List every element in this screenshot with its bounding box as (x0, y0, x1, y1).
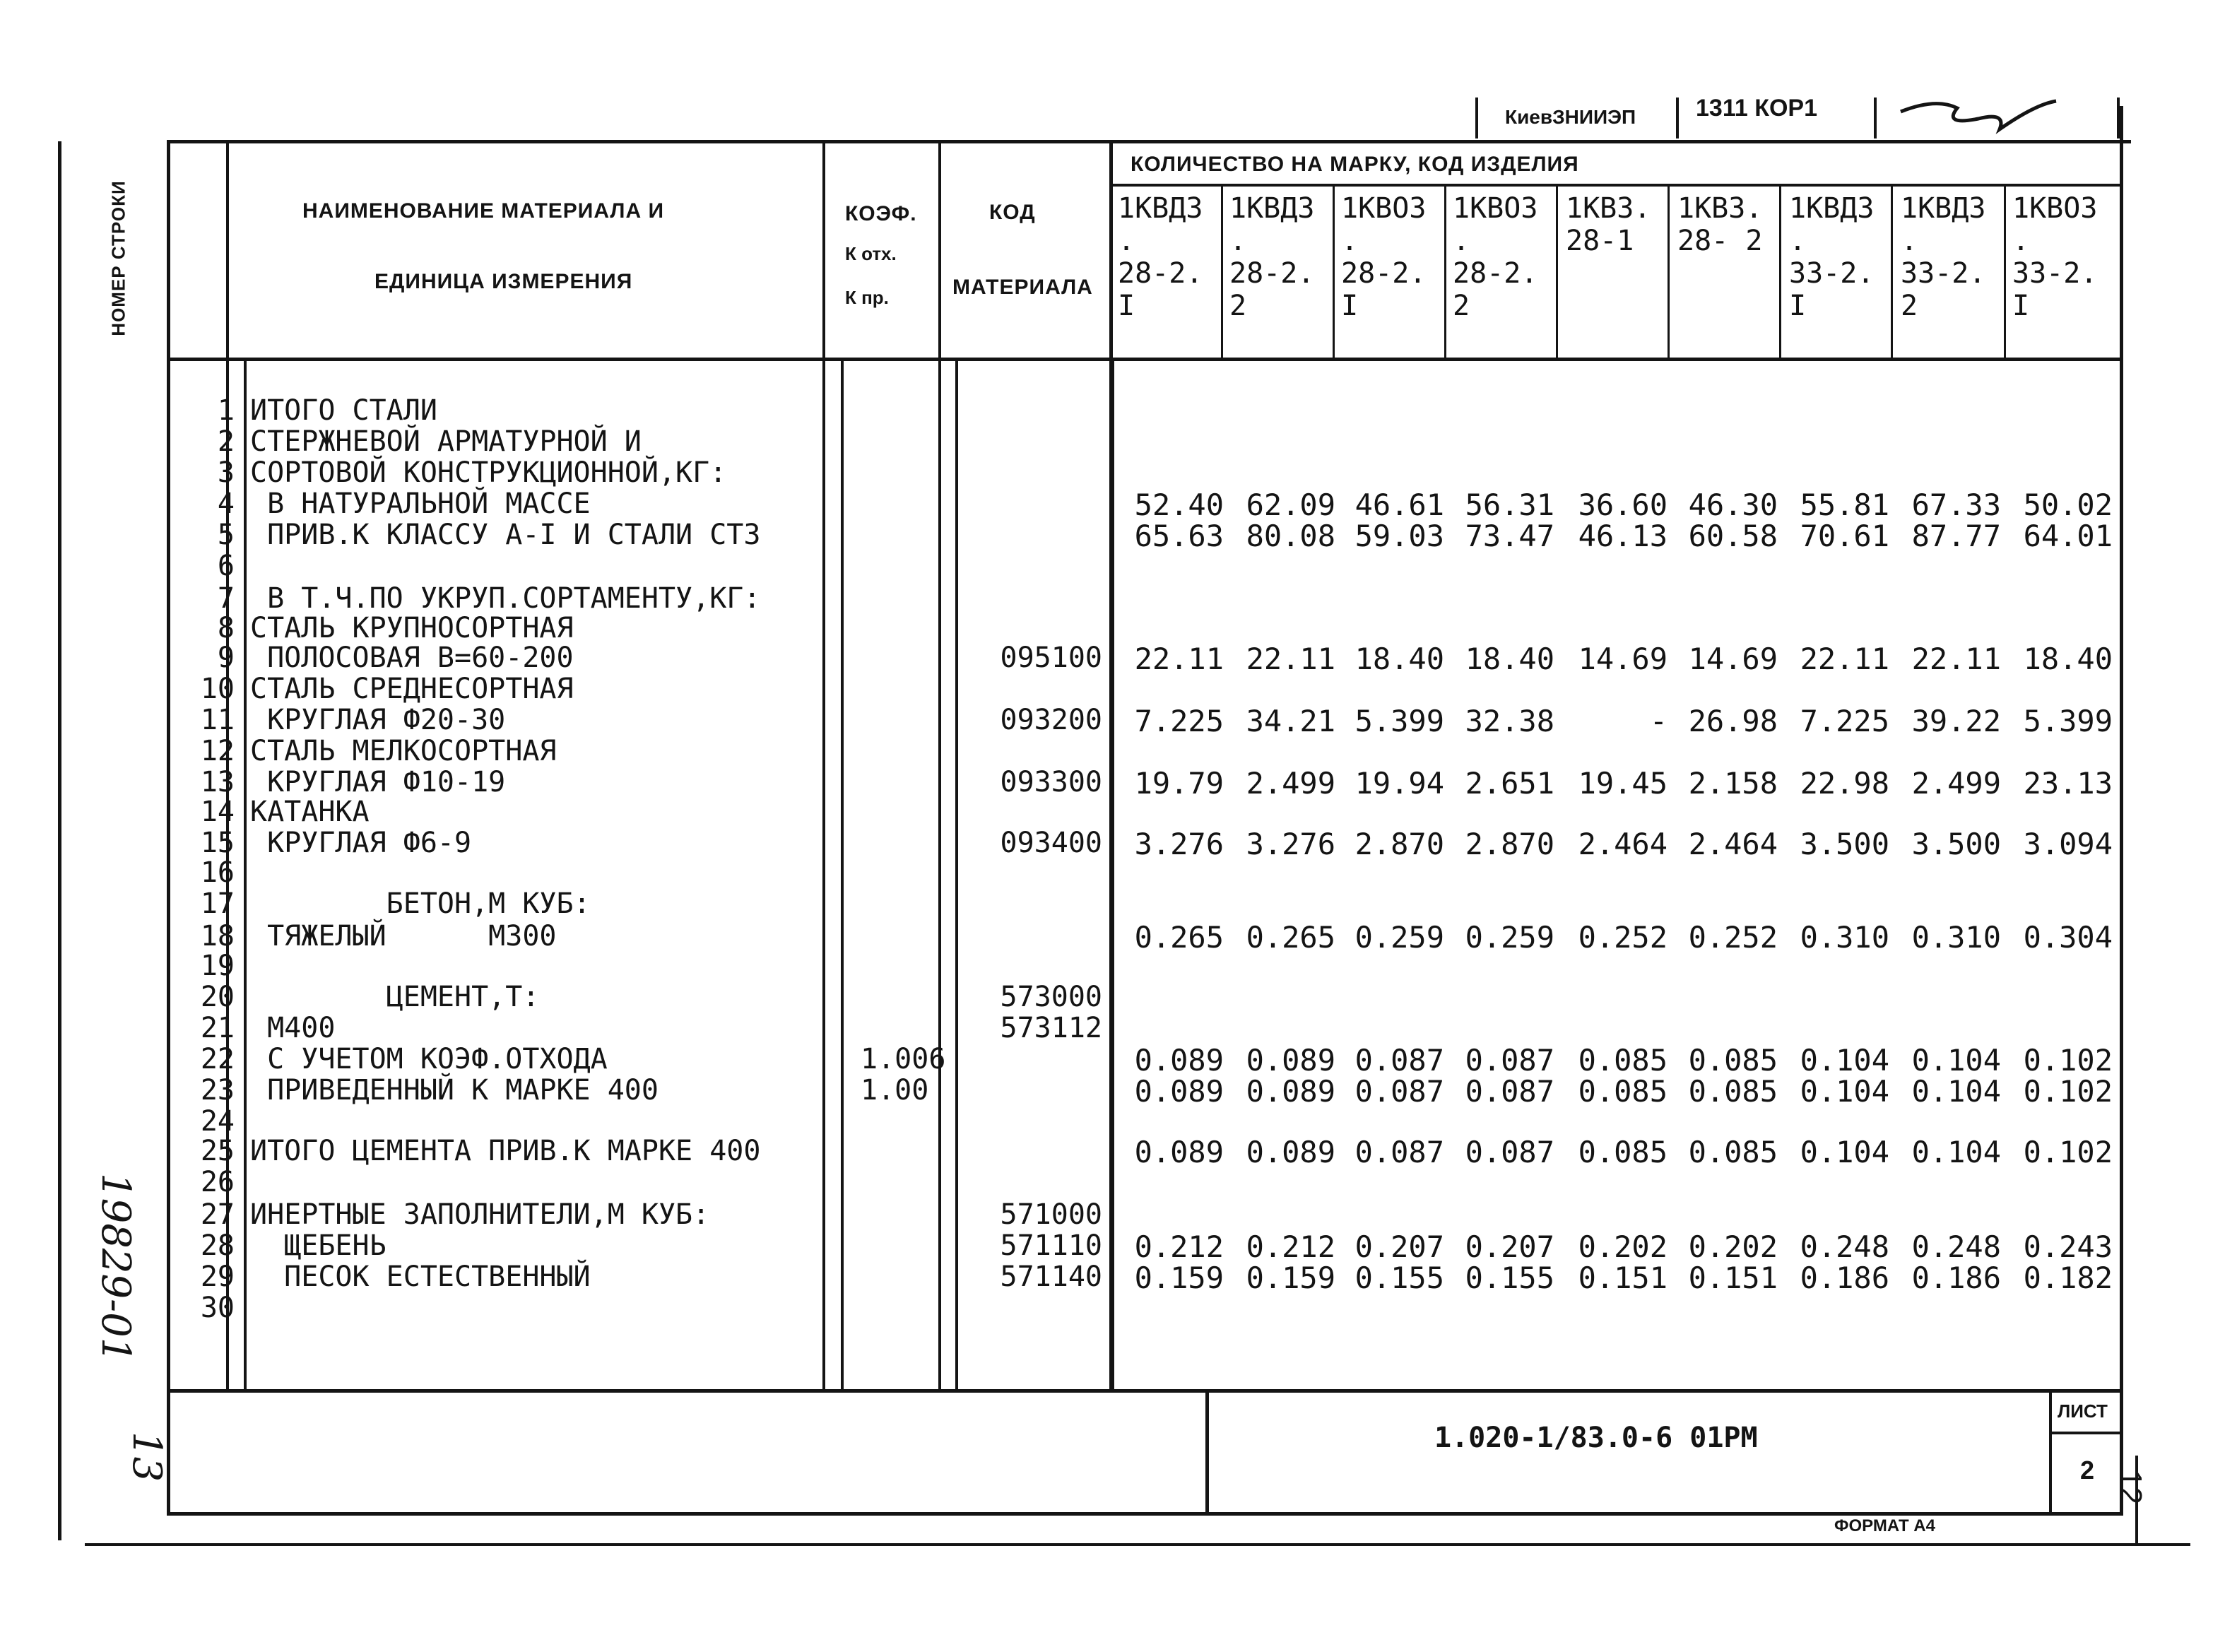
product-column-header-line: 1КВОЗ (1453, 192, 1538, 225)
material-name: СТАЛЬ СРЕДНЕСОРТНАЯ (250, 673, 574, 705)
quantity-value: 14.69 (1688, 642, 1778, 676)
quantity-value: 32.38 (1465, 704, 1554, 738)
binding-line (58, 141, 61, 1540)
material-code: 573112 (1000, 1012, 1102, 1044)
product-column-header-line: 28-2. (1118, 257, 1203, 290)
quantity-value: 67.33 (1911, 488, 2001, 522)
row-number: 10 (200, 673, 235, 705)
quantity-value: 0.207 (1354, 1229, 1444, 1264)
row-number: 25 (200, 1135, 235, 1167)
quantity-value: 0.248 (1911, 1229, 2001, 1264)
quantity-value: 52.40 (1134, 488, 1224, 522)
quantity-value: 0.102 (2023, 1043, 2113, 1078)
material-code: 095100 (1000, 642, 1102, 674)
quantity-value: 0.159 (1134, 1261, 1224, 1295)
product-column-header-line: 28-2. (1341, 257, 1427, 290)
quantity-value: 0.102 (2023, 1135, 2113, 1169)
material-name: СТАЛЬ МЕЛКОСОРТНАЯ (250, 735, 557, 767)
quantity-value: 46.13 (1578, 519, 1668, 553)
row-number: 22 (200, 1043, 235, 1075)
quantity-value: 3.500 (1800, 827, 1889, 861)
page-note: 13 (124, 1432, 170, 1482)
material-name: СТАЛЬ КРУПНОСОРТНАЯ (250, 612, 574, 644)
product-column-header-line: . (1341, 225, 1359, 257)
quantity-value: 3.094 (2023, 827, 2113, 861)
stamp-org: КиевЗНИИЭП (1505, 106, 1636, 128)
quantity-value: 0.151 (1688, 1261, 1778, 1295)
product-column-header-line: I (1118, 290, 1135, 322)
quantity-value: 65.63 (1134, 519, 1224, 553)
row-number: 23 (200, 1074, 235, 1107)
material-name: ИТОГО ЦЕМЕНТА ПРИВ.К МАРКЕ 400 (250, 1135, 761, 1167)
quantity-value: 0.265 (1246, 920, 1335, 955)
product-column-header-line: . (1789, 225, 1807, 257)
product-column-header-line: 33-2. (1789, 257, 1875, 290)
material-name: КРУГЛАЯ Ф20-30 (250, 704, 506, 736)
quantity-value: 0.186 (1911, 1261, 2001, 1295)
quantity-value: 0.259 (1354, 920, 1444, 955)
quantity-value: 70.61 (1800, 519, 1889, 553)
quantity-value: 3.276 (1246, 827, 1335, 861)
quantity-value: 18.40 (1354, 642, 1444, 676)
quantity-value: 55.81 (1800, 488, 1889, 522)
row-number: 18 (200, 920, 235, 952)
signature-mark (1894, 98, 2063, 140)
row-number: 16 (200, 856, 235, 889)
quantity-value: 0.087 (1465, 1074, 1554, 1109)
product-column-header-line (1566, 290, 1651, 322)
material-name: ТЯЖЕЛЫЙ М300 (250, 920, 557, 952)
quantity-value: 22.11 (1246, 642, 1335, 676)
quantity-value: 0.310 (1800, 920, 1889, 955)
product-column-header-line: 28-1 (1566, 225, 1634, 257)
material-name: ЩЕБЕНЬ (250, 1229, 386, 1262)
quantity-value: 0.182 (2023, 1261, 2113, 1295)
row-number: 29 (200, 1261, 235, 1293)
quantity-value: 2.464 (1578, 827, 1668, 861)
material-name: ПРИВ.К КЛАССУ А-I И СТАЛИ СТЗ (250, 519, 761, 551)
material-name: В Т.Ч.ПО УКРУП.СОРТАМЕНТУ,КГ: (250, 582, 761, 615)
quantity-value: 26.98 (1688, 704, 1778, 738)
product-column-header-line: 28-2. (1453, 257, 1538, 290)
material-code: 093300 (1000, 766, 1102, 798)
row-number: 6 (217, 550, 235, 582)
quantity-value: 0.202 (1578, 1229, 1668, 1264)
quantity-value: 3.276 (1134, 827, 1224, 861)
code-header-1: КОД (989, 201, 1036, 224)
quantity-value: 22.11 (1911, 642, 2001, 676)
quantity-value: 19.79 (1134, 766, 1224, 801)
document-code: 1.020-1/83.0-6 01РМ (1434, 1422, 1758, 1454)
quantity-value: 0.243 (2023, 1229, 2113, 1264)
material-name: БЕТОН,М КУБ: (250, 887, 591, 920)
row-number: 24 (200, 1105, 235, 1138)
row-number: 20 (200, 981, 235, 1013)
quantity-value: 36.60 (1578, 488, 1668, 522)
row-number: 1 (217, 394, 235, 427)
product-column-header (1901, 192, 1985, 322)
quantity-value: 0.159 (1246, 1261, 1335, 1295)
row-number: 26 (200, 1166, 235, 1198)
sheet-number: 2 (2080, 1456, 2095, 1485)
product-column-header (1566, 192, 1651, 322)
product-column-header-line: . (1901, 225, 1918, 257)
row-number: 11 (200, 704, 235, 736)
row-number: 7 (217, 582, 235, 615)
quantity-value: 19.94 (1354, 766, 1444, 801)
material-name: ПРИВЕДЕННЫЙ К МАРКЕ 400 (250, 1074, 659, 1107)
quantity-value: 0.087 (1354, 1074, 1444, 1109)
product-column-header-line: 28- 2 (1677, 225, 1763, 257)
product-column-header (1789, 192, 1874, 322)
quantity-value: 0.310 (1911, 920, 2001, 955)
quantity-value: 0.104 (1911, 1135, 2001, 1169)
quantity-value: 14.69 (1578, 642, 1668, 676)
product-column-header-line: 2 (1901, 290, 1918, 322)
material-name: ПЕСОК ЕСТЕСТВЕННЫЙ (250, 1261, 591, 1293)
quantity-value: 46.61 (1354, 488, 1444, 522)
quantity-value: - (1649, 704, 1668, 738)
material-name-header-1: НАИМЕНОВАНИЕ МАТЕРИАЛА И (302, 199, 665, 223)
material-name: С УЧЕТОМ КОЭФ.ОТХОДА (250, 1043, 608, 1075)
material-name: ПОЛОСОВАЯ В=60-200 (250, 642, 574, 674)
quantity-value: 2.870 (1465, 827, 1554, 861)
quantity-value: 0.212 (1134, 1229, 1224, 1264)
product-column-header (1229, 192, 1314, 322)
quantity-value: 50.02 (2023, 488, 2113, 522)
quantity-value: 0.104 (1911, 1043, 2001, 1078)
quantity-value: 0.151 (1578, 1261, 1668, 1295)
quantity-value: 0.085 (1688, 1043, 1778, 1078)
quantity-value: 0.085 (1578, 1043, 1668, 1078)
product-column-header-line: 1КВОЗ (2012, 192, 2098, 225)
row-number: 27 (200, 1198, 235, 1231)
coef-header-1: КОЭФ. (845, 202, 917, 225)
coef-header-3: К пр. (845, 287, 889, 308)
quantity-value: 22.11 (1800, 642, 1889, 676)
material-name: КРУГЛАЯ Ф6-9 (250, 827, 472, 859)
quantity-value: 39.22 (1911, 704, 2001, 738)
quantity-value: 0.212 (1246, 1229, 1335, 1264)
row-number: 12 (200, 735, 235, 767)
quantity-value: 22.11 (1134, 642, 1224, 676)
quantity-value: 64.01 (2023, 519, 2113, 553)
product-column-header-line: I (2012, 290, 2030, 322)
product-column-header-line: 1КВОЗ (1341, 192, 1427, 225)
quantity-value: 2.499 (1911, 766, 2001, 801)
product-column-header-line: 33-2. (1901, 257, 1986, 290)
row-number: 3 (217, 456, 235, 489)
row-number: 17 (200, 887, 235, 920)
quantity-value: 0.248 (1800, 1229, 1889, 1264)
material-code: 571000 (1000, 1198, 1102, 1231)
quantity-value: 23.13 (2023, 766, 2113, 801)
quantity-value: 0.085 (1688, 1135, 1778, 1169)
product-column-header-line: 2 (1229, 290, 1247, 322)
quantity-value: 0.087 (1465, 1135, 1554, 1169)
quantity-value: 19.45 (1578, 766, 1668, 801)
quantity-value: 0.252 (1578, 920, 1668, 955)
product-column-header-line: 1КВДЗ (1229, 192, 1315, 225)
row-number: 9 (217, 642, 235, 674)
material-name-header-2: ЕДИНИЦА ИЗМЕРЕНИЯ (374, 270, 633, 293)
quantity-value: 0.104 (1800, 1043, 1889, 1078)
material-code: 093400 (1000, 827, 1102, 859)
quantity-value: 62.09 (1246, 488, 1335, 522)
product-column-header-line: 33-2. (2012, 257, 2098, 290)
quantity-value: 0.186 (1800, 1261, 1889, 1295)
product-column-header-line: 28-2. (1229, 257, 1315, 290)
material-code: 093200 (1000, 704, 1102, 736)
quantity-value: 0.089 (1246, 1135, 1335, 1169)
quantity-value: 2.464 (1688, 827, 1778, 861)
product-column-header (2012, 192, 2097, 322)
row-number: 15 (200, 827, 235, 859)
quantity-value: 0.089 (1134, 1074, 1224, 1109)
material-name: М400 (250, 1012, 336, 1044)
quantity-value: 0.085 (1578, 1135, 1668, 1169)
product-column-header-line: 1КВЗ. (1566, 192, 1651, 225)
row-number: 2 (217, 425, 235, 458)
quantity-value: 0.085 (1688, 1074, 1778, 1109)
quantity-value: 34.21 (1246, 704, 1335, 738)
quantity-value: 73.47 (1465, 519, 1554, 553)
product-column-header-line: 1КВДЗ (1118, 192, 1203, 225)
quantity-value: 80.08 (1246, 519, 1335, 553)
quantity-value: 0.259 (1465, 920, 1554, 955)
product-column-header-line: 1КВДЗ (1789, 192, 1875, 225)
quantity-value: 2.651 (1465, 766, 1554, 801)
quantity-value: 0.087 (1465, 1043, 1554, 1078)
material-code: 571110 (1000, 1229, 1102, 1262)
material-code: 571140 (1000, 1261, 1102, 1293)
product-column-header-line (1677, 257, 1762, 290)
row-number: 19 (200, 950, 235, 982)
quantity-value: 59.03 (1354, 519, 1444, 553)
row-number-header: НОМЕР СТРОКИ (107, 180, 129, 336)
quantity-value: 5.399 (2023, 704, 2113, 738)
product-column-header-line: . (1118, 225, 1135, 257)
quantity-value: 46.30 (1688, 488, 1778, 522)
material-name: КАТАНКА (250, 796, 370, 828)
product-column-header (1341, 192, 1426, 322)
material-name: ИТОГО СТАЛИ (250, 394, 437, 427)
row-number: 5 (217, 519, 235, 551)
quantity-value: 7.225 (1800, 704, 1889, 738)
quantity-value: 56.31 (1465, 488, 1554, 522)
coef-header-2: К отх. (845, 243, 897, 264)
row-number: 28 (200, 1229, 235, 1262)
material-name: СОРТОВОЙ КОНСТРУКЦИОННОЙ,КГ: (250, 456, 727, 489)
coefficient-value: 1.006 (861, 1043, 946, 1075)
quantity-value: 2.499 (1246, 766, 1335, 801)
inventory-number: 19829-01 (93, 1173, 138, 1363)
quantity-value: 0.155 (1465, 1261, 1554, 1295)
quantity-value: 7.225 (1134, 704, 1224, 738)
quantity-value: 0.265 (1134, 920, 1224, 955)
quantity-value: 0.102 (2023, 1074, 2113, 1109)
quantity-value: 0.155 (1354, 1261, 1444, 1295)
quantity-value: 0.089 (1134, 1135, 1224, 1169)
product-column-header-line: . (2012, 225, 2030, 257)
quantity-value: 0.252 (1688, 920, 1778, 955)
product-column-header (1677, 192, 1762, 322)
material-name: ЦЕМЕНТ,Т: (250, 981, 540, 1013)
quantity-header: КОЛИЧЕСТВО НА МАРКУ, КОД ИЗДЕЛИЯ (1131, 153, 1579, 176)
quantity-value: 2.870 (1354, 827, 1444, 861)
code-header-2: МАТЕРИАЛА (952, 276, 1093, 299)
material-name: ИНЕРТНЫЕ ЗАПОЛНИТЕЛИ,М КУБ: (250, 1198, 710, 1231)
quantity-value: 60.58 (1688, 519, 1778, 553)
quantity-value: 0.104 (1800, 1074, 1889, 1109)
quantity-value: 2.158 (1688, 766, 1778, 801)
row-number: 14 (200, 796, 235, 828)
material-name: СТЕРЖНЕВОЙ АРМАТУРНОЙ И (250, 425, 642, 458)
coefficient-value: 1.00 (861, 1074, 929, 1107)
quantity-value: 18.40 (1465, 642, 1554, 676)
quantity-value: 22.98 (1800, 766, 1889, 801)
quantity-value: 0.089 (1246, 1074, 1335, 1109)
quantity-value: 5.399 (1354, 704, 1444, 738)
quantity-value: 0.207 (1465, 1229, 1554, 1264)
side-page-number: 12 (2113, 1470, 2148, 1504)
product-column-header-line (1566, 257, 1651, 290)
product-column-header-line (1677, 290, 1762, 322)
row-number: 13 (200, 766, 235, 798)
row-number: 4 (217, 488, 235, 520)
material-name: КРУГЛАЯ Ф10-19 (250, 766, 506, 798)
sheet-label: ЛИСТ (2058, 1400, 2108, 1422)
quantity-value: 0.085 (1578, 1074, 1668, 1109)
quantity-value: 0.089 (1134, 1043, 1224, 1078)
format-label: ФОРМАТ А4 (1834, 1516, 1935, 1535)
material-name: В НАТУРАЛЬНОЙ МАССЕ (250, 488, 591, 520)
product-column-header (1118, 192, 1203, 322)
stamp-fragment: 1311 КОР1 (1696, 95, 1817, 122)
row-number: 30 (200, 1292, 235, 1324)
product-column-header-line: 1КВЗ. (1677, 192, 1763, 225)
quantity-value: 0.087 (1354, 1135, 1444, 1169)
quantity-value: 18.40 (2023, 642, 2113, 676)
row-number: 8 (217, 612, 235, 644)
quantity-value: 0.087 (1354, 1043, 1444, 1078)
quantity-value: 3.500 (1911, 827, 2001, 861)
product-column-header-line: I (1341, 290, 1359, 322)
row-number: 21 (200, 1012, 235, 1044)
product-column-header-line: 2 (1453, 290, 1470, 322)
product-column-header-line: . (1453, 225, 1470, 257)
product-column-header-line: 1КВДЗ (1901, 192, 1986, 225)
quantity-value: 0.104 (1800, 1135, 1889, 1169)
quantity-value: 0.089 (1246, 1043, 1335, 1078)
quantity-value: 0.202 (1688, 1229, 1778, 1264)
product-column-header (1453, 192, 1537, 322)
material-code: 573000 (1000, 981, 1102, 1013)
product-column-header-line: . (1229, 225, 1247, 257)
quantity-value: 0.104 (1911, 1074, 2001, 1109)
quantity-value: 0.304 (2023, 920, 2113, 955)
product-column-header-line: I (1789, 290, 1807, 322)
quantity-value: 87.77 (1911, 519, 2001, 553)
